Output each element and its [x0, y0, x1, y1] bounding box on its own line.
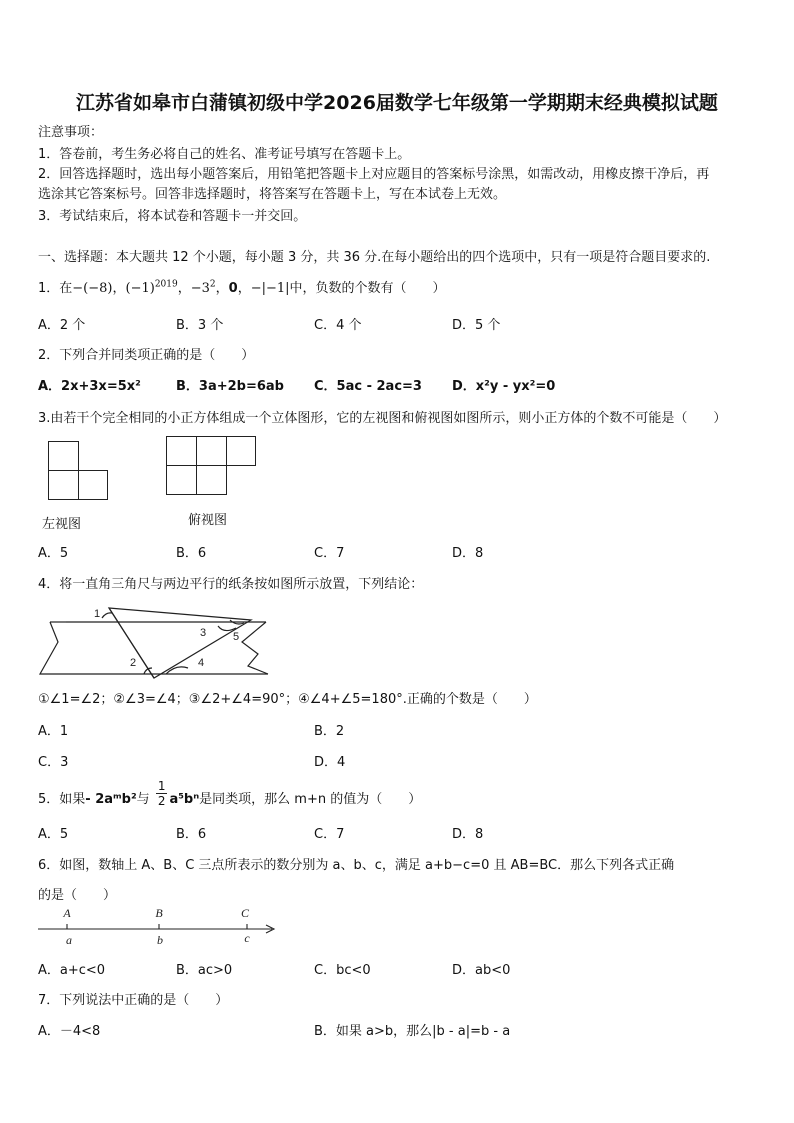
q1-expr-2: $(-1)^{2019}$ [125, 279, 178, 296]
q2-option-b: B．3a+2b=6ab [176, 379, 284, 394]
q6-option-a: A．a+c<0 [38, 963, 106, 978]
q1-post: 中，负数的个数有（ ） [289, 281, 446, 296]
q2-option-c: C．5ac - 2ac=3 [314, 379, 422, 394]
angle-label-5: 5 [233, 631, 240, 643]
q3-option-c: C．7 [314, 546, 345, 561]
q5-fraction: $\frac{1}{2}$ [157, 779, 166, 808]
q1-stem: 1．在−(−8)，$(-1)^{2019}$，$-3^2$，0，−|−1|中，负数的个数有（ ） [38, 279, 446, 296]
q4-conclusions: ①∠1=∠2；②∠3=∠4；③∠2+∠4=90°；④∠4+∠5=180°.正确的个数是（ ） [38, 692, 537, 707]
q5-option-d: D．8 [452, 827, 484, 842]
q3-option-a: A．5 [38, 546, 69, 561]
point-label-b: B [155, 906, 163, 920]
q3-option-b: B．6 [176, 546, 207, 561]
q1-option-d: D．5 个 [452, 318, 501, 333]
q7-stem: 7．下列说法中正确的是（ ） [38, 993, 229, 1008]
q6-option-d: D．ab<0 [452, 963, 511, 978]
q5-option-b: B．6 [176, 827, 207, 842]
q5-term-2: a⁵bⁿ [169, 792, 200, 807]
q3-left-caption: 左视图 [42, 517, 82, 532]
q4-option-a: A．1 [38, 724, 69, 739]
q1-option-a: A．2 个 [38, 318, 86, 333]
q1-expr-5: −|−1| [250, 281, 290, 296]
q4-stem: 4．将一直角三角尺与两边平行的纸条按如图所示放置，下列结论： [38, 577, 424, 592]
q3-top-caption: 俯视图 [188, 513, 228, 528]
q1-pre: 1．在 [38, 281, 73, 296]
q2-option-d: D．x²y - yx²=0 [452, 379, 556, 394]
q2-option-a: A．2x+3x=5x² [38, 379, 141, 394]
notice-item-3: 3．考试结束后，将本试卷和答题卡一并交回。 [38, 209, 307, 224]
q6-option-c: C．bc<0 [314, 963, 371, 978]
q7-option-b: B．如果 a>b，那么|b - a|=b - a [314, 1024, 511, 1039]
notice-heading: 注意事项： [38, 125, 104, 140]
angle-label-1: 1 [94, 608, 101, 620]
q4-option-b: B．2 [314, 724, 345, 739]
q1-expr-1: −(−8) [72, 281, 113, 296]
value-label-a: a [66, 933, 72, 947]
angle-label-2: 2 [130, 657, 137, 669]
q4-figure [36, 598, 276, 682]
q6-stem-line-2: 的是（ ） [38, 888, 117, 903]
notice-item-1: 1．答卷前，考生务必将自己的姓名、准考证号填写在答题卡上。 [38, 147, 411, 162]
q1-expr-3: $-3^2$ [190, 279, 216, 296]
q6-option-b: B．ac>0 [176, 963, 233, 978]
value-label-c: c [244, 931, 250, 945]
angle-label-3: 3 [200, 627, 207, 639]
value-label-b: b [157, 933, 163, 947]
q5-term-1: - 2aᵐb² [85, 792, 137, 807]
notice-item-2-cont: 选涂其它答案标号。回答非选择题时，将答案写在答题卡上，写在本试卷上无效。 [38, 187, 507, 202]
q4-option-c: C．3 [38, 755, 69, 770]
q5-stem: 5．如果- 2aᵐb²与 $\frac{1}{2}$ a⁵bⁿ是同类项，那么 m+n 的值为（ ） [38, 779, 422, 808]
page-title: 江苏省如皋市白蒲镇初级中学2026届数学七年级第一学期期末经典模拟试题 [76, 92, 718, 114]
q5-option-a: A．5 [38, 827, 69, 842]
q6-number-line [36, 904, 281, 950]
q3-option-d: D．8 [452, 546, 484, 561]
point-label-a: A [63, 906, 71, 920]
q5-option-c: C．7 [314, 827, 345, 842]
q4-option-d: D．4 [314, 755, 346, 770]
q1-expr-4: 0 [228, 281, 238, 296]
q3-stem: 3.由若干个完全相同的小正方体组成一个立体图形，它的左视图和俯视图如图所示，则小正方体的个数不可能是（ ） [38, 411, 727, 426]
section-heading: 一、选择题：本大题共 12 个小题，每小题 3 分，共 36 分.在每小题给出的四个选项中，只有一项是符合题目要求的. [38, 250, 711, 265]
angle-label-4: 4 [198, 657, 205, 669]
q1-option-b: B．3 个 [176, 318, 224, 333]
notice-item-2: 2．回答选择题时，选出每小题答案后，用铅笔把答题卡上对应题目的答案标号涂黑，如需改动，用橡皮擦干净后，再 [38, 167, 710, 182]
q6-stem-line-1: 6．如图，数轴上 A、B、C 三点所表示的数分别为 a、b、c，满足 a+b−c=0 且 AB=BC．那么下列各式正确 [38, 858, 675, 873]
q2-stem: 2．下列合并同类项正确的是（ ） [38, 348, 255, 363]
point-label-c: C [240, 906, 250, 920]
q7-option-a: A．－4<8 [38, 1024, 101, 1039]
q1-option-c: C．4 个 [314, 318, 362, 333]
